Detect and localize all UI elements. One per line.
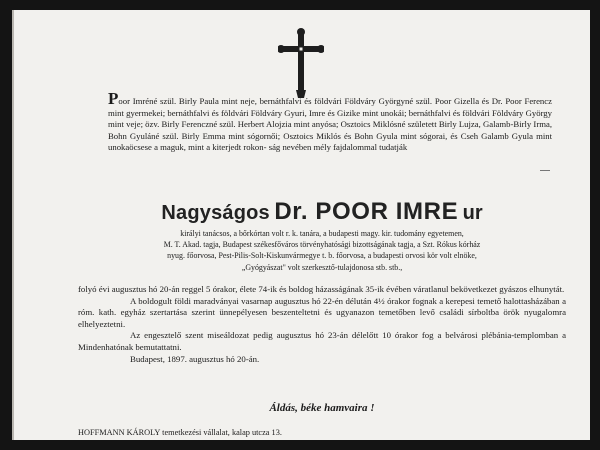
honorific-line: nyug. főorvosa, Pest-Pilis-Solt-Kiskunvármegye t. b. főorvosa, a budapesti orvosi kör volt elnöke, — [167, 251, 477, 261]
intro-line: ság nevében mély fajdalommal tudatják — [268, 142, 408, 153]
honorific-line: M. T. Akad. tagja, Budapest székesfőváros törvényhatósági bizottságának tagja, a Szt. Rókus kórház — [163, 240, 481, 250]
deceased-name: Dr. POOR IMRE — [274, 198, 459, 225]
intro-line: Gyula mint sógorai, és Cseh Galamb Gyula mint unokaöcsese a maguk, mint a kiterjedt rokon- — [108, 130, 553, 153]
honorific-line: „Gyógyászat" volt szerkesztő-tulajdonosa stb. stb., — [241, 262, 403, 272]
intro-line: Gyuri, Imre és Gizike mint unokái; bernáthfalvi és földvári Földváry György mint veje; özv. — [108, 107, 552, 130]
obituary-card — [12, 10, 590, 440]
undertaker-footer: HOFFMANN KÁROLY temetkezési vállalat, kalap utcza 13. — [78, 428, 282, 437]
body-paragraph: folyó évi augusztus hó 20-án reggel 5 órakor, élete 74-ik és boldog házasságának 35-ik évében váratlanul bekövetkezet gyászos elhunytát. — [78, 284, 565, 294]
body-paragraph: Az engesztelő szent miseáldozat pedig augusztus hó 23-án délelőtt 10 órakor fog a belvárosi plébánia-templomban a Mindenhatónak bemutattatni. — [78, 330, 566, 352]
cross-icon — [278, 28, 324, 98]
margin-mark — [540, 170, 550, 171]
honorifics — [82, 228, 562, 273]
deceased-name-heading — [72, 198, 572, 226]
intro-line: oor Imréné szül. Birly Paula mint neje, bernáthfalvi és földvári Földváry Györgyné — [118, 96, 414, 106]
title-prefix: Nagyságos — [161, 202, 270, 224]
title-suffix: ur — [462, 202, 483, 224]
intro-line: Galamb-Birly Irma, Bohn Gyuláné szül. Birly Emma mint sógornői; Osztoics Miklós és Bohn — [108, 119, 553, 141]
blessing: Áldás, béke hamvaira ! — [269, 402, 375, 414]
intro-initial: P — [108, 89, 119, 108]
intro-line: szül. Poor Gizella és Dr. Poor Ferencz mint gyermekei; bernáthfalvi és földvári Földváry — [108, 96, 552, 118]
announcement-body — [78, 284, 566, 365]
announcement-intro — [108, 89, 553, 154]
intro-line: Birly Ferenczné szül. Herbert Alojzia mint anyósa; Osztoics Miklósné született Birly Lujza, — [161, 119, 481, 130]
date-line: Budapest, 1897. augusztus hó 20-án. — [130, 353, 260, 364]
honorific-line: királyi tanácsos, a bőrkórtan volt r. k. tanára, a budapesti magy. kir. tudomány egyetemen, — [180, 229, 464, 238]
body-paragraph: A boldogult földi maradványai vasarnap augusztus hó 22-én délután 4½ órakor fognak a kerepesi temető halottasházában a róm. kath. egyház szertartása szerint ünnepélyesen beszenteltetni és ugyanazon temetőben levő családi sírboltba örök nyugalomra elhelyeztetni. — [78, 295, 566, 329]
